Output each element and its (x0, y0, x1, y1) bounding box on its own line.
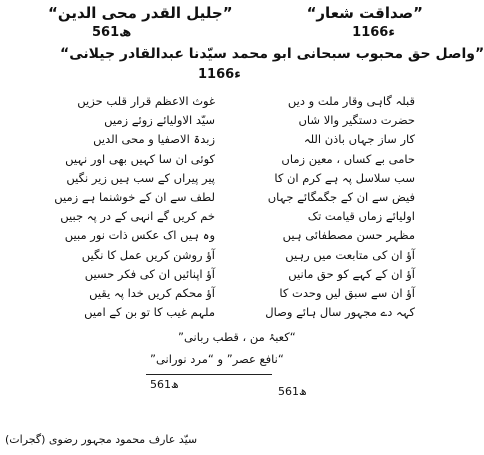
chronogram-line-1: “کعبۂ من ، قطب ربانی” (178, 330, 296, 344)
verse-first-hemistich: فیض سے ان کے جگمگائے جہاں (267, 190, 415, 204)
header-center-title: “واصل حق محبوب سبحانی ابو محمد سیّدنا عبدالقادر جیلانی” (60, 46, 484, 62)
chronogram-underline (146, 374, 272, 375)
verse-first-hemistich: کہہ دے مجہور سال ہائے وصال (265, 305, 415, 320)
verse-second-hemistich: زبدۃ الاصفیا و محی الدیں (93, 132, 215, 147)
verse-first-hemistich: آؤ ان سے سبق لیں وحدت کا (279, 286, 415, 300)
verse-second-hemistich: غوث الاعظم قرار قلب حزیں (77, 94, 215, 108)
header-right-year: 1166ء (352, 25, 395, 40)
verse-second-hemistich: وہ ہیں اک عکس ذات نور مبیں (64, 228, 215, 243)
verse-second-hemistich: آؤ روشن کریں عمل کا نگیں (81, 247, 215, 262)
verse-first-hemistich: آؤ ان کے کہے کو حق مانیں (288, 266, 415, 281)
verse-first-hemistich: مظہر حسن مصطفائی ہیں (282, 228, 415, 243)
verse-first-hemistich: قبلہ گاہی وقار ملت و دیں (287, 94, 415, 108)
verse-second-hemistich: لطف سے ان کے خوشنما ہے زمیں (54, 190, 215, 204)
chronogram-line-2: “نافع عصر” و “مرد نورانی” (150, 352, 284, 366)
verse-second-hemistich: پیر پیراں کے سب ہیں زیر نگیں (66, 170, 215, 185)
verse-second-hemistich: آؤ محکم کریں خدا پہ یقیں (89, 286, 215, 300)
verse-first-hemistich: سب سلاسل پہ ہے کرم ان کا (274, 170, 415, 185)
verse-first-hemistich: آؤ ان کی متابعت میں رہیں (285, 247, 415, 262)
verse-second-hemistich: خم کریں گے انہی کے در پہ جبیں (60, 209, 215, 224)
verse-first-hemistich: اولیائے زماں قیامت تک (307, 209, 415, 224)
header-center-year: 1166ء (198, 67, 241, 82)
verse-second-hemistich: آؤ اپنائیں ان کی فکر حسیں (84, 266, 215, 281)
header-left-year: 561ھ (92, 25, 132, 40)
verse-first-hemistich: حضرت دستگیر والا شاں (298, 113, 415, 128)
author-signature: سیّد عارف محمود مجہور رضوی (گجرات) (5, 433, 198, 446)
verse-second-hemistich: ملہم غیب کا تو بن کے امیں (84, 305, 215, 320)
verse-second-hemistich: کوئی ان سا کہیں بھی اور نہیں (65, 151, 215, 166)
chronogram-year-center: 561ھ (150, 378, 179, 391)
header-left-title: “جلیل القدر محی الدین” (48, 4, 233, 22)
chronogram-year-right: 561ھ (278, 385, 307, 398)
verse-first-hemistich: کار ساز جہاں باذن اللہ (303, 132, 415, 147)
verse-first-hemistich: حامی بے کساں ، معین زماں (281, 151, 415, 166)
verse-second-hemistich: سیّد الاولیائے زوئے زمیں (104, 113, 215, 128)
header-right-title: “صداقت شعار” (306, 4, 423, 22)
